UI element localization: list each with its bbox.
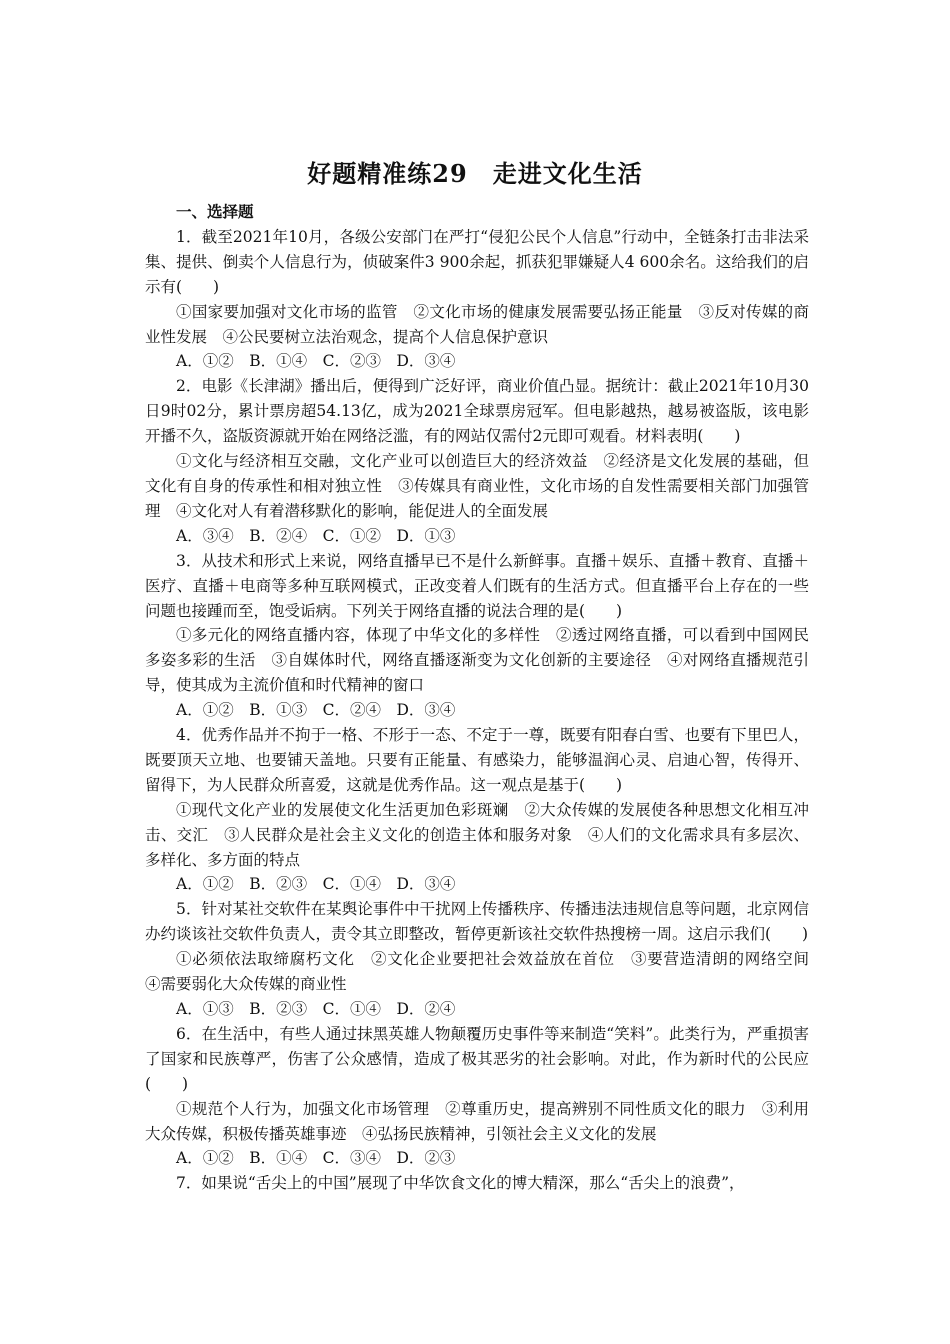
question-6 bbox=[145, 1022, 809, 1171]
answer-choices: A．①③ B．②③ C．①④ D．②④ bbox=[176, 1000, 456, 1018]
question-2 bbox=[145, 374, 809, 548]
section-heading: 一、选择题 bbox=[176, 202, 254, 221]
answer-choices: A．③④ B．②④ C．①② D．①③ bbox=[176, 526, 456, 545]
question-options: ①现代文化产业的发展使文化生活更加色彩斑斓 ②大众传媒的发展使各种思想文化相互冲击、交汇 ③人民群众是社会主义文化的创造主体和服务对象 ④人们的文化需求具有多层次、多样化、多方面的特点 bbox=[145, 800, 809, 869]
question-7 bbox=[145, 1171, 809, 1196]
question-options: ①规范个人行为，加强文化市场管理 ②尊重历史，提高辨别不同性质文化的眼力 ③利用大众传媒，积极传播英雄事迹 ④弘扬民族精神，引领社会主义文化的发展 bbox=[145, 1099, 809, 1143]
question-options: ①必须依法取缔腐朽文化 ②文化企业要把社会效益放在首位 ③要营造清朗的网络空间 ④需要弱化大众传媒的商业性 bbox=[145, 950, 825, 994]
document-body bbox=[145, 200, 825, 1196]
question-stem: 3．从技术和形式上来说，网络直播早已不是什么新鲜事。直播＋娱乐、直播＋教育、直播＋医疗、直播＋电商等多种互联网模式，正改变着人们既有的生活方式。但直播平台上存在的一些问题也接踵而至，饱受诟病。下列关于网络直播的说法合理的是( ) bbox=[145, 551, 809, 620]
document-title: 好题精准练29 走进文化生活 bbox=[307, 159, 643, 188]
question-5 bbox=[145, 897, 825, 1022]
question-options: ①国家要加强对文化市场的监管 ②文化市场的健康发展需要弘扬正能量 ③反对传媒的商业性发展 ④公民要树立法治观念，提高个人信息保护意识 bbox=[145, 302, 809, 346]
question-options: ①多元化的网络直播内容，体现了中华文化的多样性 ②透过网络直播，可以看到中国网民多姿多彩的生活 ③自媒体时代，网络直播逐渐变为文化创新的主要途径 ④对网络直播规范引导，使其成为主流价值和时代精神的窗口 bbox=[145, 626, 809, 695]
answer-choices: A．①② B．①④ C．③④ D．②③ bbox=[176, 1149, 456, 1168]
answer-choices: A．①② B．①③ C．②④ D．③④ bbox=[176, 701, 456, 720]
question-stem: 4．优秀作品并不拘于一格、不形于一态、不定于一尊，既要有阳春白雪、也要有下里巴人，既要顶天立地、也要铺天盖地。只要有正能量、有感染力，能够温润心灵、启迪心智，传得开、留得下，为人民群众所喜爱，这就是优秀作品。这一观点是基于( ) bbox=[145, 726, 809, 794]
question-3 bbox=[145, 549, 809, 723]
question-options: ①文化与经济相互交融，文化产业可以创造巨大的经济效益 ②经济是文化发展的基础，但文化有自身的传承性和相对独立性 ③传媒具有商业性，文化市场的自发性需要相关部门加强管理 ④文化对人有着潜移默化的影响，能促进人的全面发展 bbox=[145, 452, 809, 520]
answer-choices: A．①② B．②③ C．①④ D．③④ bbox=[176, 875, 456, 894]
question-stem: 5．针对某社交软件在某舆论事件中干扰网上传播秩序、传播违法违规信息等问题，北京网信办约谈该社交软件负责人，责令其立即整改，暂停更新该社交软件热搜榜一周。这启示我们( ) bbox=[145, 900, 809, 944]
question-1 bbox=[145, 225, 809, 374]
answer-choices: A．①② B．①④ C．②③ D．③④ bbox=[176, 352, 456, 371]
question-stem: 7．如果说“舌尖上的中国”展现了中华饮食文化的博大精深，那么“舌尖上的浪费”， bbox=[176, 1174, 745, 1193]
question-4 bbox=[145, 723, 809, 897]
question-stem: 1．截至2021年10月，各级公安部门在严打“侵犯公民个人信息”行动中，全链条打击非法采集、提供、倒卖个人信息行为，侦破案件3 900余起，抓获犯罪嫌疑人4 600余名。这给我们的启示有( ) bbox=[145, 227, 809, 296]
question-stem: 2．电影《长津湖》播出后，便得到广泛好评，商业价值凸显。据统计：截止2021年10月30日9时02分，累计票房超54.13亿，成为2021全球票房冠军。但电影越热，越易被盗版，该电影开播不久，盗版资源就开始在网络泛滥，有的网站仅需付2元即可观看。材料表明( ) bbox=[145, 377, 809, 446]
question-stem: 6．在生活中，有些人通过抹黑英雄人物颠覆历史事件等来制造“笑料”。此类行为，严重损害了国家和民族尊严，伤害了公众感情，造成了极其恶劣的社会影响。对此，作为新时代的公民应( ) bbox=[145, 1024, 809, 1093]
